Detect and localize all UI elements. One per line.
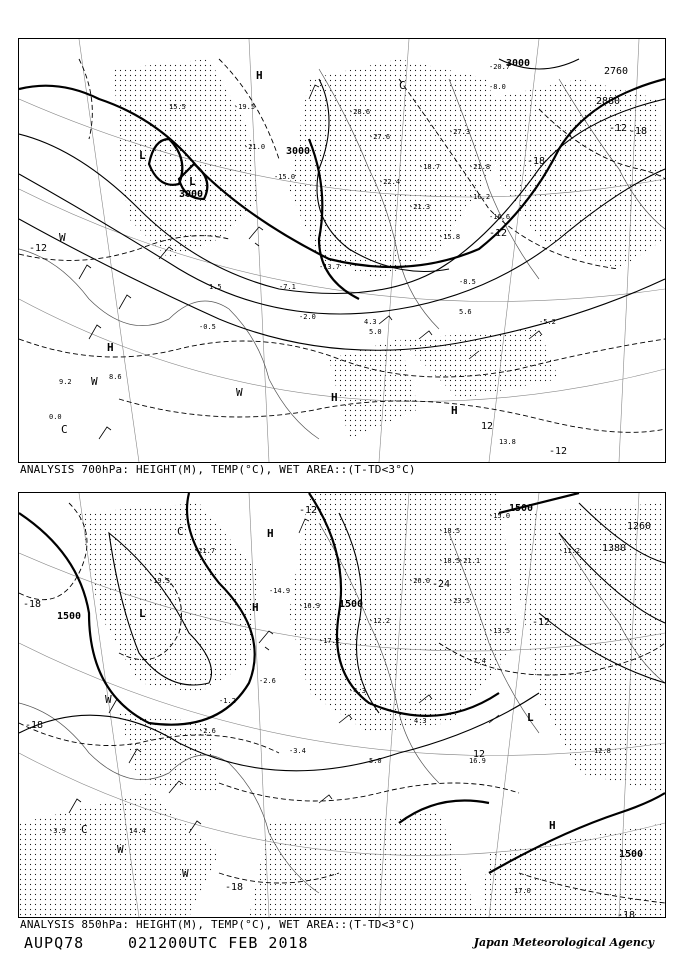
- svg-text:-16.2: -16.2: [469, 193, 491, 201]
- low-marker: L: [139, 607, 146, 620]
- svg-text:-11.2: -11.2: [559, 547, 581, 555]
- svg-text:-21.1: -21.1: [459, 557, 481, 565]
- high-marker: H: [451, 404, 458, 417]
- svg-text:-21.3: -21.3: [409, 203, 431, 211]
- svg-text:-18.5: -18.5: [439, 527, 461, 535]
- svg-text:-18.5: -18.5: [439, 557, 461, 565]
- svg-text:-13.5: -13.5: [489, 627, 511, 635]
- map-850hpa: [19, 493, 665, 917]
- svg-text:-18.7: -18.7: [419, 163, 441, 171]
- svg-text:13.8: 13.8: [499, 438, 516, 446]
- svg-text:17.0: 17.0: [514, 887, 531, 895]
- svg-text:-15.0: -15.0: [274, 173, 296, 181]
- svg-text:-23.5: -23.5: [449, 597, 471, 605]
- svg-text:-16.9: -16.9: [299, 602, 321, 610]
- svg-text:-3.9: -3.9: [49, 827, 66, 835]
- svg-text:-20.7: -20.7: [489, 63, 511, 71]
- svg-text:16.9: 16.9: [469, 757, 486, 765]
- svg-text:-26.0: -26.0: [409, 577, 431, 585]
- chart-code: AUPQ78: [24, 934, 85, 952]
- svg-text:-27.3: -27.3: [449, 128, 471, 136]
- low-marker: L: [527, 711, 534, 724]
- svg-text:-17.2: -17.2: [319, 637, 341, 645]
- temp-label: -12: [609, 123, 628, 134]
- height-label: 1500: [57, 611, 82, 622]
- high-marker: H: [331, 391, 338, 404]
- high-marker: H: [107, 341, 114, 354]
- high-marker: H: [252, 601, 259, 614]
- svg-text:-14.9: -14.9: [269, 587, 291, 595]
- svg-text:-8.5: -8.5: [459, 278, 476, 286]
- svg-text:-12.2: -12.2: [369, 617, 391, 625]
- svg-text:-2.6: -2.6: [259, 677, 276, 685]
- svg-text:5.6: 5.6: [459, 308, 472, 316]
- svg-text:-1.2: -1.2: [219, 697, 236, 705]
- warm-marker: W: [182, 867, 189, 880]
- high-marker: H: [267, 527, 274, 540]
- temp-label: -18: [25, 720, 44, 731]
- svg-text:-3.4: -3.4: [289, 747, 306, 755]
- warm-marker: W: [117, 843, 124, 856]
- temp-label: -18: [617, 910, 636, 917]
- svg-text:5.0: 5.0: [369, 757, 382, 765]
- svg-text:-5.2: -5.2: [539, 318, 556, 326]
- height-label: 1500: [619, 849, 644, 860]
- low-marker: L: [189, 175, 196, 188]
- warm-marker: W: [105, 693, 112, 706]
- agency-name: Japan Meteorological Agency: [473, 936, 654, 949]
- height-label: 2760: [604, 66, 629, 77]
- temp-label: -18: [225, 882, 244, 893]
- warm-marker: W: [59, 231, 66, 244]
- temp-label: -12: [299, 505, 318, 516]
- height-label: 1500: [339, 599, 364, 610]
- svg-text:-16.6: -16.6: [489, 213, 511, 221]
- svg-text:4.3: 4.3: [414, 717, 427, 725]
- svg-text:-21.8: -21.8: [469, 163, 491, 171]
- temp-label: -18: [23, 599, 42, 610]
- caption-700hpa: ANALYSIS 700hPa: HEIGHT(M), TEMP(°C), WET AREA::(T-TD<3°C): [20, 463, 416, 476]
- temp-label: -24: [432, 579, 451, 590]
- chart-700hpa: [18, 38, 666, 463]
- cold-marker: C: [61, 423, 68, 436]
- svg-text:-22.4: -22.4: [379, 178, 401, 186]
- height-label: 1500: [509, 503, 534, 514]
- svg-text:9.2: 9.2: [59, 378, 72, 386]
- svg-text:-7.4: -7.4: [469, 657, 486, 665]
- svg-text:-2.0: -2.0: [299, 313, 316, 321]
- temp-label: -12: [532, 617, 551, 628]
- svg-text:4.3: 4.3: [364, 318, 377, 326]
- svg-text:-28.6: -28.6: [349, 108, 371, 116]
- height-label: 3000: [179, 189, 204, 200]
- map-700hpa: [19, 39, 665, 462]
- caption-850hpa: ANALYSIS 850hPa: HEIGHT(M), TEMP(°C), WET AREA::(T-TD<3°C): [20, 918, 416, 931]
- svg-text:8.6: 8.6: [109, 373, 122, 381]
- temp-label: 12: [473, 749, 486, 760]
- wet-area: [19, 493, 665, 917]
- svg-text:-15.8: -15.8: [439, 233, 461, 241]
- svg-text:14.4: 14.4: [129, 827, 146, 835]
- warm-marker: W: [236, 386, 243, 399]
- svg-text:-21.0: -21.0: [244, 143, 266, 151]
- svg-text:-0.5: -0.5: [199, 323, 216, 331]
- svg-text:-8.0: -8.0: [489, 83, 506, 91]
- temp-label: -18: [527, 156, 546, 167]
- temp-label: -12: [29, 243, 48, 254]
- high-marker: H: [256, 69, 263, 82]
- height-label: 3000: [286, 146, 311, 157]
- svg-text:1.5: 1.5: [209, 283, 222, 291]
- height-label: 3000: [506, 58, 531, 69]
- low-marker: L: [139, 149, 146, 162]
- cold-marker: C: [81, 823, 88, 836]
- svg-text:12.8: 12.8: [594, 747, 611, 755]
- svg-text:-7.1: -7.1: [279, 283, 296, 291]
- svg-text:5.0: 5.0: [369, 328, 382, 336]
- svg-text:-4.3: -4.3: [349, 687, 366, 695]
- temp-label: -12: [489, 228, 508, 239]
- temp-label: -18: [629, 126, 648, 137]
- svg-text:-13.7: -13.7: [319, 263, 341, 271]
- temp-label: -12: [549, 446, 568, 457]
- svg-text:-2.6: -2.6: [199, 727, 216, 735]
- temp-label: 12: [481, 421, 494, 432]
- height-label: 2880: [596, 96, 621, 107]
- svg-text:-15.0: -15.0: [489, 512, 511, 520]
- svg-text:15.5: 15.5: [169, 103, 186, 111]
- svg-text:-27.6: -27.6: [369, 133, 391, 141]
- svg-text:-19.5: -19.5: [234, 103, 256, 111]
- svg-text:-19.5: -19.5: [149, 577, 171, 585]
- valid-time: 021200UTC FEB 2018: [128, 934, 309, 952]
- svg-text:-21.7: -21.7: [194, 547, 216, 555]
- svg-text:0.0: 0.0: [49, 413, 62, 421]
- cold-marker: C: [177, 525, 184, 538]
- height-label: 1380: [602, 543, 627, 554]
- warm-marker: W: [91, 375, 98, 388]
- cold-marker: C: [399, 79, 406, 92]
- high-marker: H: [549, 819, 556, 832]
- chart-850hpa: [18, 492, 666, 918]
- height-label: 1260: [627, 521, 652, 532]
